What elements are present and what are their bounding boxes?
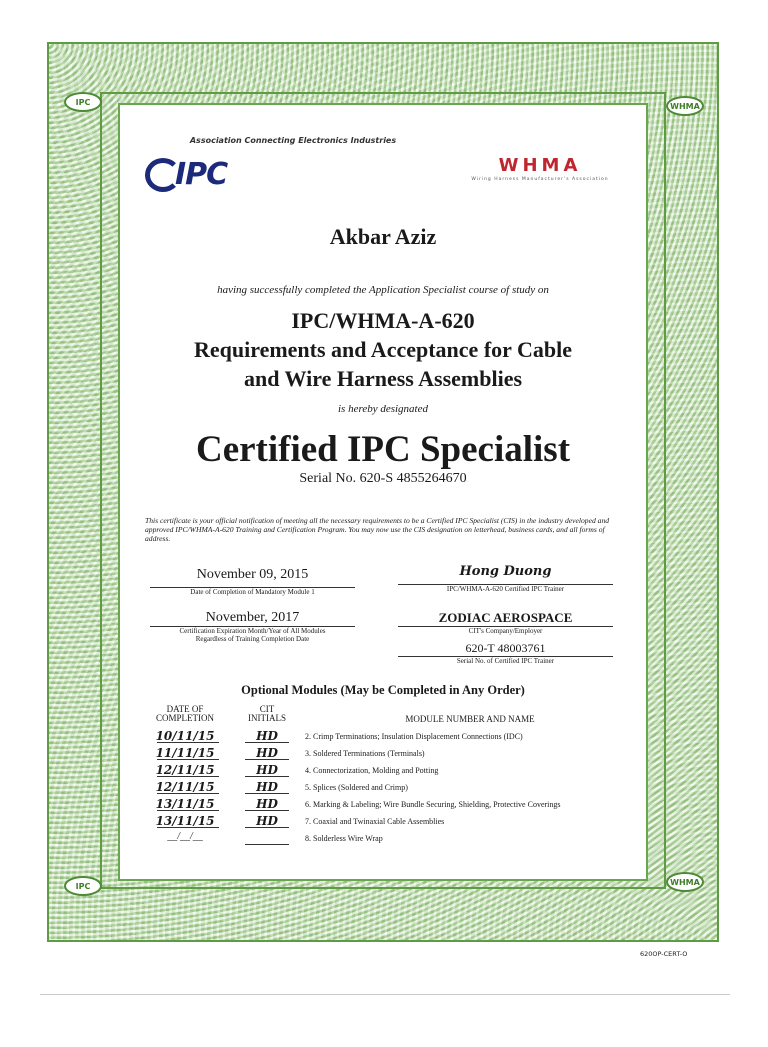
expiration-caption-2: Regardless of Training Completion Date — [195, 635, 310, 643]
ipc-corner-seal-top-left: IPC — [64, 92, 102, 112]
trainer-serial-caption: Serial No. of Certified IPC Trainer — [456, 657, 555, 665]
module-date: 13/11/15 — [155, 814, 215, 828]
trainer-field — [398, 564, 613, 593]
col-header-initials: CIT INITIALS — [248, 704, 286, 723]
serial-number: Serial No. 620-S 4855264670 — [299, 471, 467, 486]
expiration-caption-1: Certification Expiration Month/Year of All Modules — [179, 627, 326, 635]
completion-date-caption: Date of Completion of Mandatory Module 1 — [190, 588, 315, 596]
module-row — [145, 763, 625, 780]
module-row — [145, 831, 625, 848]
module-name: 6. Marking & Labeling; Wire Bundle Securing, Shielding, Protective Coverings — [305, 800, 561, 809]
module-row — [145, 780, 625, 797]
trainer-serial: 620-T 48003761 — [465, 641, 546, 655]
module-name: 2. Crimp Terminations; Insulation Displacement Connections (IDC) — [305, 732, 523, 741]
expiration-date: November, 2017 — [205, 610, 300, 625]
recipient-name: Akbar Aziz — [329, 224, 437, 249]
ipc-logo: IPC — [143, 155, 263, 195]
company-name: ZODIAC AEROSPACE — [438, 610, 573, 625]
certificate-title: Certified IPC Specialist — [195, 429, 571, 470]
module-name: 3. Soldered Terminations (Terminals) — [305, 749, 425, 758]
company-caption: CIT's Company/Employer — [468, 627, 543, 635]
module-date: __/__/__ — [167, 831, 203, 842]
module-initials: HD — [256, 797, 278, 811]
page-divider — [40, 994, 730, 995]
module-row — [145, 814, 625, 831]
module-name: 5. Splices (Soldered and Crimp) — [305, 783, 408, 792]
col-header-date: DATE OF COMPLETION — [156, 704, 214, 723]
completion-date-field — [150, 567, 355, 596]
col-header-module: MODULE NUMBER AND NAME — [405, 714, 535, 724]
module-row — [145, 797, 625, 814]
association-tagline: Association Connecting Electronics Industries — [189, 136, 397, 145]
module-date: 10/11/15 — [155, 729, 215, 743]
standard-title: IPC/WHMA-A-620 Requirements and Acceptance for Cable and Wire Harness Assemblies — [193, 308, 573, 391]
module-initials: HD — [256, 729, 278, 743]
module-name: 7. Coaxial and Twinaxial Cable Assemblies — [305, 817, 445, 826]
expiration-field — [150, 610, 355, 643]
optional-modules-title: Optional Modules (May be Completed in Any Order) — [241, 683, 525, 697]
trainer-serial-field — [398, 641, 613, 665]
module-initials: HD — [256, 763, 278, 777]
completion-date: November 09, 2015 — [196, 567, 309, 582]
whma-corner-seal-top-right: WHMA — [666, 96, 704, 116]
company-field — [398, 610, 613, 635]
trainer-caption: IPC/WHMA-A-620 Certified IPC Trainer — [446, 585, 565, 593]
trainer-signature: Hong Duong — [459, 564, 552, 579]
module-name: 8. Solderless Wire Wrap — [305, 834, 383, 843]
module-row — [145, 746, 625, 763]
ipc-corner-seal-bottom-left: IPC — [64, 876, 102, 896]
form-code: 620OP-CERT-O — [640, 950, 688, 958]
module-initials: HD — [256, 814, 278, 828]
whma-corner-seal-bottom-right: WHMA — [666, 872, 704, 892]
whma-logo: WHMA Wiring Harness Manufacturer's Association — [471, 155, 609, 182]
certificate-note: This certificate is your official notification of meeting all the necessary requirements to be a Certified IPC Specialist (CIS) in the industry developed and approved IPC/WHMA-A-620 Training and Certification Program. You may now use the CIS designation on letterhead, business cards, and all forms of address. — [145, 516, 610, 543]
designated-statement: is hereby designated — [337, 403, 428, 415]
module-row — [145, 729, 625, 746]
course-statement: having successfully completed the Application Specialist course of study on — [217, 284, 549, 296]
module-date: 13/11/15 — [155, 797, 215, 811]
module-date: 12/11/15 — [155, 763, 215, 777]
module-date: 12/11/15 — [155, 780, 215, 794]
module-date: 11/11/15 — [155, 746, 215, 760]
module-initials: HD — [256, 780, 278, 794]
module-initials: HD — [256, 746, 278, 760]
module-name: 4. Connectorization, Molding and Potting — [305, 766, 439, 775]
